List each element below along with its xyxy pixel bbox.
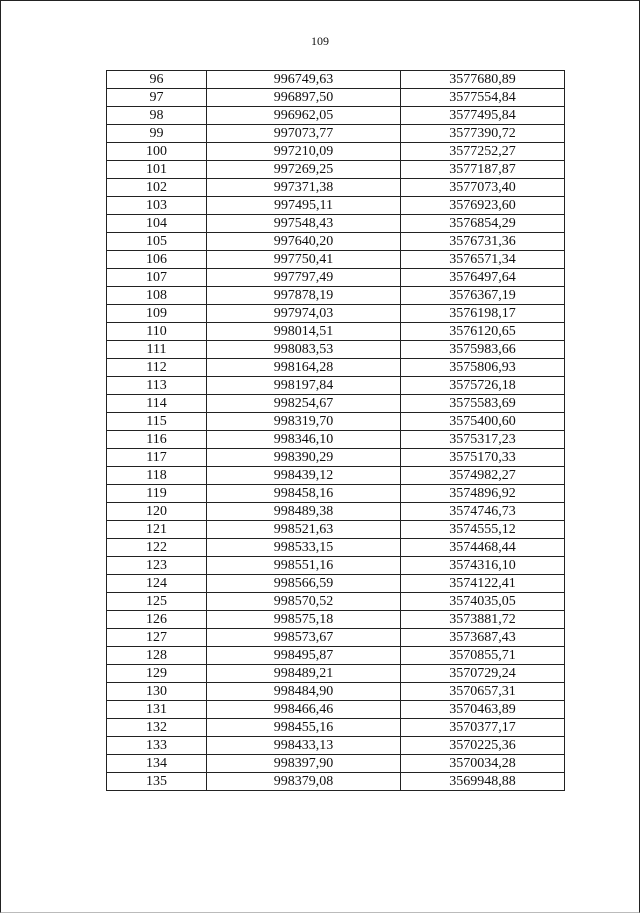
point-number-cell: 119 [107,485,207,503]
table-row [107,395,565,413]
table-row [107,125,565,143]
y-coordinate-cell: 3570855,71 [401,647,565,665]
x-coordinate-cell: 997640,20 [207,233,401,251]
table-row [107,521,565,539]
x-coordinate-cell: 998573,67 [207,629,401,647]
point-number-cell: 112 [107,359,207,377]
y-coordinate-cell: 3569948,88 [401,773,565,791]
y-coordinate-cell: 3577187,87 [401,161,565,179]
table-row [107,593,565,611]
point-number-cell: 108 [107,287,207,305]
table-row [107,539,565,557]
x-coordinate-cell: 997974,03 [207,305,401,323]
table-row [107,179,565,197]
y-coordinate-cell: 3574746,73 [401,503,565,521]
x-coordinate-cell: 998484,90 [207,683,401,701]
point-number-cell: 105 [107,233,207,251]
point-number-cell: 115 [107,413,207,431]
point-number-cell: 96 [107,71,207,89]
point-number-cell: 109 [107,305,207,323]
y-coordinate-cell: 3573687,43 [401,629,565,647]
table-row [107,251,565,269]
point-number-cell: 131 [107,701,207,719]
y-coordinate-cell: 3570729,24 [401,665,565,683]
point-number-cell: 122 [107,539,207,557]
table-row [107,143,565,161]
table-row [107,287,565,305]
x-coordinate-cell: 998197,84 [207,377,401,395]
x-coordinate-cell: 998466,46 [207,701,401,719]
point-number-cell: 107 [107,269,207,287]
x-coordinate-cell: 998458,16 [207,485,401,503]
y-coordinate-cell: 3577680,89 [401,71,565,89]
x-coordinate-cell: 997548,43 [207,215,401,233]
x-coordinate-cell: 998397,90 [207,755,401,773]
page-number: 109 [311,34,329,48]
y-coordinate-cell: 3574896,92 [401,485,565,503]
x-coordinate-cell: 998346,10 [207,431,401,449]
table-row [107,557,565,575]
point-number-cell: 121 [107,521,207,539]
point-number-cell: 125 [107,593,207,611]
coordinates-table [106,70,565,791]
x-coordinate-cell: 997210,09 [207,143,401,161]
table-row [107,575,565,593]
point-number-cell: 104 [107,215,207,233]
point-number-cell: 118 [107,467,207,485]
y-coordinate-cell: 3576854,29 [401,215,565,233]
point-number-cell: 134 [107,755,207,773]
y-coordinate-cell: 3575400,60 [401,413,565,431]
x-coordinate-cell: 998083,53 [207,341,401,359]
x-coordinate-cell: 998379,08 [207,773,401,791]
x-coordinate-cell: 997073,77 [207,125,401,143]
table-row [107,467,565,485]
point-number-cell: 124 [107,575,207,593]
y-coordinate-cell: 3577390,72 [401,125,565,143]
table-row [107,107,565,125]
y-coordinate-cell: 3570225,36 [401,737,565,755]
x-coordinate-cell: 998489,21 [207,665,401,683]
x-coordinate-cell: 998439,12 [207,467,401,485]
y-coordinate-cell: 3576923,60 [401,197,565,215]
point-number-cell: 113 [107,377,207,395]
x-coordinate-cell: 996749,63 [207,71,401,89]
y-coordinate-cell: 3576497,64 [401,269,565,287]
y-coordinate-cell: 3576198,17 [401,305,565,323]
table-row [107,629,565,647]
table-row [107,611,565,629]
table-row [107,431,565,449]
x-coordinate-cell: 998319,70 [207,413,401,431]
point-number-cell: 129 [107,665,207,683]
y-coordinate-cell: 3574982,27 [401,467,565,485]
y-coordinate-cell: 3570377,17 [401,719,565,737]
y-coordinate-cell: 3577554,84 [401,89,565,107]
x-coordinate-cell: 998164,28 [207,359,401,377]
y-coordinate-cell: 3570034,28 [401,755,565,773]
table-row [107,323,565,341]
table-row [107,89,565,107]
y-coordinate-cell: 3575726,18 [401,377,565,395]
x-coordinate-cell: 997495,11 [207,197,401,215]
x-coordinate-cell: 998521,63 [207,521,401,539]
table-row [107,647,565,665]
x-coordinate-cell: 997269,25 [207,161,401,179]
x-coordinate-cell: 998495,87 [207,647,401,665]
x-coordinate-cell: 997750,41 [207,251,401,269]
y-coordinate-cell: 3574122,41 [401,575,565,593]
table-row [107,71,565,89]
y-coordinate-cell: 3573881,72 [401,611,565,629]
x-coordinate-cell: 997878,19 [207,287,401,305]
point-number-cell: 132 [107,719,207,737]
x-coordinate-cell: 997797,49 [207,269,401,287]
y-coordinate-cell: 3575170,33 [401,449,565,467]
table-row [107,773,565,791]
y-coordinate-cell: 3570463,89 [401,701,565,719]
y-coordinate-cell: 3574316,10 [401,557,565,575]
x-coordinate-cell: 998551,16 [207,557,401,575]
point-number-cell: 133 [107,737,207,755]
table-row [107,485,565,503]
table-row [107,503,565,521]
y-coordinate-cell: 3576120,65 [401,323,565,341]
coordinates-table-body [107,71,565,791]
x-coordinate-cell: 998390,29 [207,449,401,467]
table-row [107,413,565,431]
table-row [107,341,565,359]
y-coordinate-cell: 3577495,84 [401,107,565,125]
table-row [107,305,565,323]
point-number-cell: 130 [107,683,207,701]
point-number-cell: 110 [107,323,207,341]
point-number-cell: 114 [107,395,207,413]
x-coordinate-cell: 998254,67 [207,395,401,413]
table-row [107,233,565,251]
table-row [107,719,565,737]
y-coordinate-cell: 3576367,19 [401,287,565,305]
point-number-cell: 111 [107,341,207,359]
point-number-cell: 106 [107,251,207,269]
point-number-cell: 120 [107,503,207,521]
point-number-cell: 128 [107,647,207,665]
y-coordinate-cell: 3574555,12 [401,521,565,539]
y-coordinate-cell: 3575583,69 [401,395,565,413]
table-row [107,449,565,467]
x-coordinate-cell: 998489,38 [207,503,401,521]
table-row [107,683,565,701]
table-row [107,215,565,233]
table-row [107,665,565,683]
x-coordinate-cell: 997371,38 [207,179,401,197]
table-row [107,197,565,215]
table-row [107,161,565,179]
point-number-cell: 98 [107,107,207,125]
y-coordinate-cell: 3574035,05 [401,593,565,611]
y-coordinate-cell: 3575806,93 [401,359,565,377]
y-coordinate-cell: 3576571,34 [401,251,565,269]
point-number-cell: 135 [107,773,207,791]
y-coordinate-cell: 3570657,31 [401,683,565,701]
point-number-cell: 127 [107,629,207,647]
x-coordinate-cell: 998433,13 [207,737,401,755]
table-row [107,269,565,287]
y-coordinate-cell: 3576731,36 [401,233,565,251]
table-row [107,701,565,719]
x-coordinate-cell: 998575,18 [207,611,401,629]
y-coordinate-cell: 3575983,66 [401,341,565,359]
point-number-cell: 101 [107,161,207,179]
y-coordinate-cell: 3577252,27 [401,143,565,161]
point-number-cell: 102 [107,179,207,197]
x-coordinate-cell: 996897,50 [207,89,401,107]
x-coordinate-cell: 998570,52 [207,593,401,611]
point-number-cell: 123 [107,557,207,575]
x-coordinate-cell: 998455,16 [207,719,401,737]
y-coordinate-cell: 3577073,40 [401,179,565,197]
point-number-cell: 117 [107,449,207,467]
y-coordinate-cell: 3574468,44 [401,539,565,557]
y-coordinate-cell: 3575317,23 [401,431,565,449]
point-number-cell: 116 [107,431,207,449]
point-number-cell: 100 [107,143,207,161]
x-coordinate-cell: 998533,15 [207,539,401,557]
x-coordinate-cell: 996962,05 [207,107,401,125]
point-number-cell: 103 [107,197,207,215]
point-number-cell: 97 [107,89,207,107]
table-row [107,377,565,395]
x-coordinate-cell: 998566,59 [207,575,401,593]
x-coordinate-cell: 998014,51 [207,323,401,341]
table-row [107,737,565,755]
point-number-cell: 126 [107,611,207,629]
table-row [107,359,565,377]
table-row [107,755,565,773]
point-number-cell: 99 [107,125,207,143]
